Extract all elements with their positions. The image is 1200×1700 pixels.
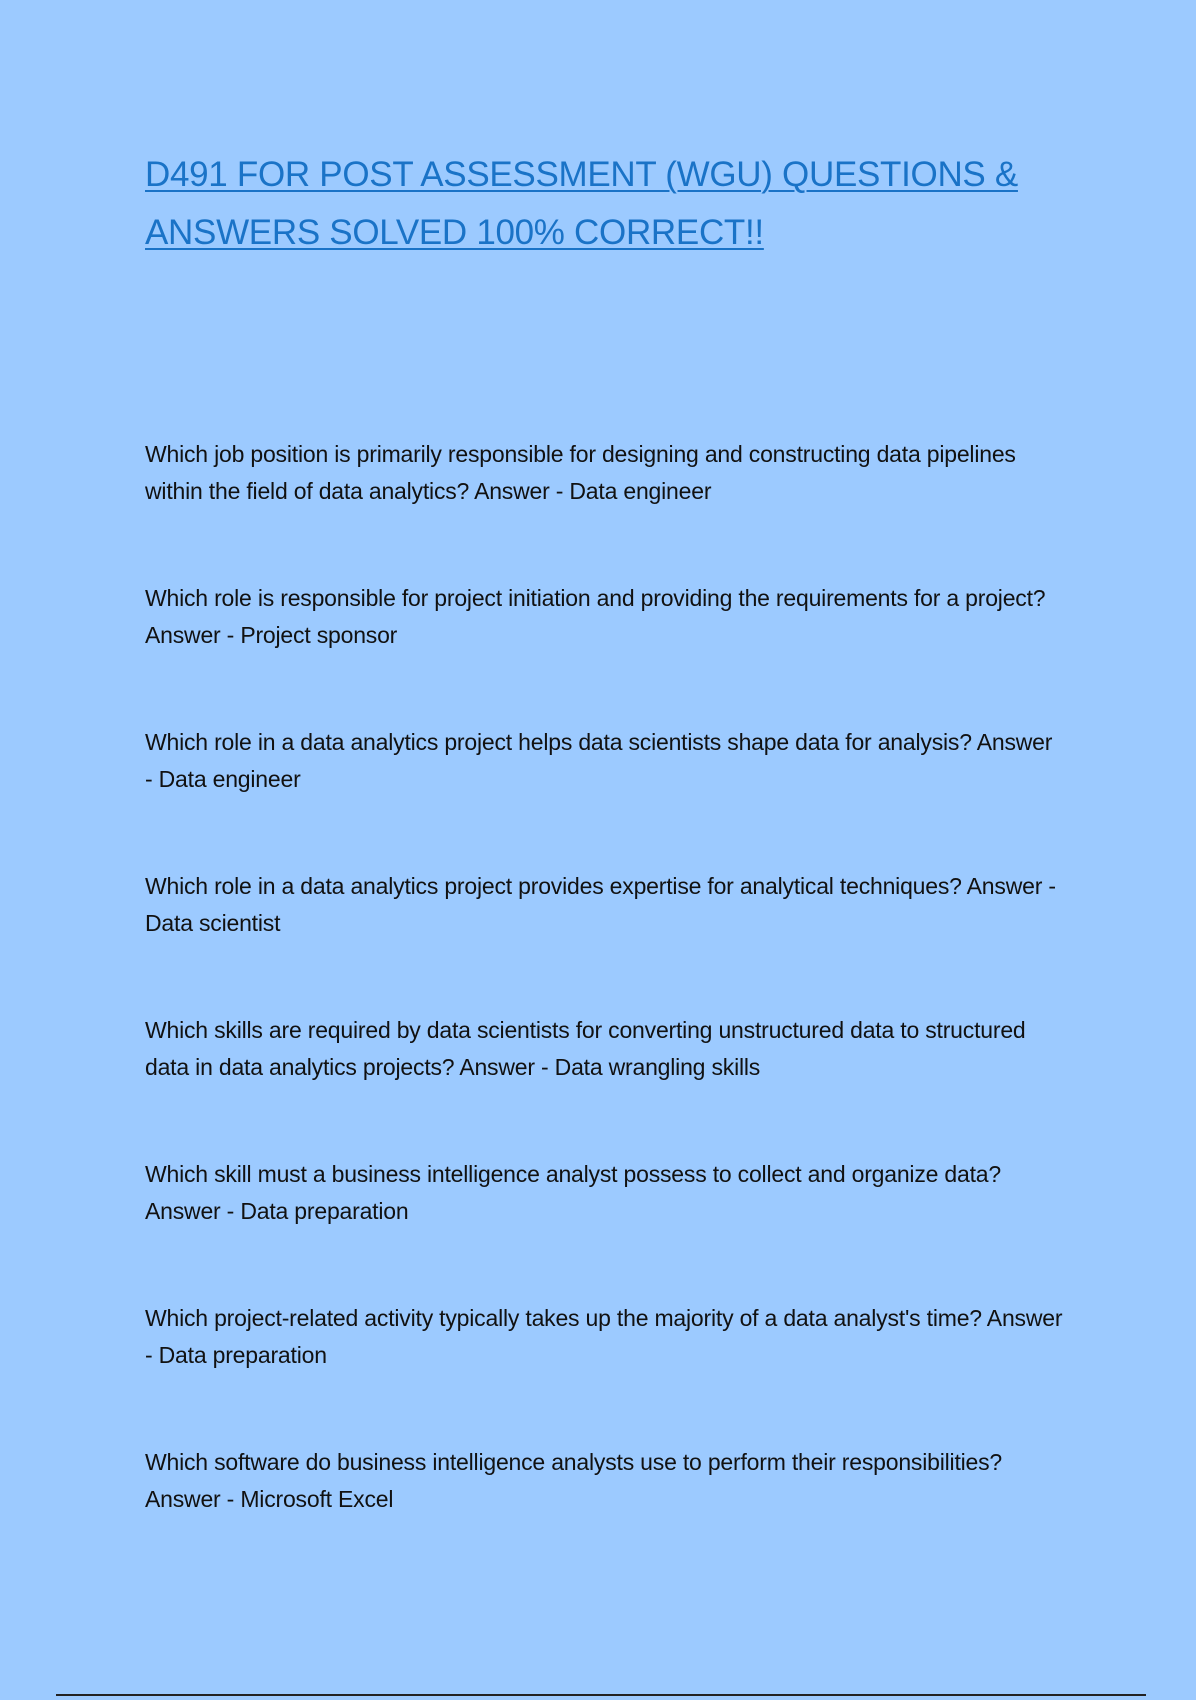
page-right-edge bbox=[1196, 0, 1200, 1700]
qa-item: Which role in a data analytics project helps data scientists shape data for analysis? Answer - Data engineer bbox=[145, 729, 1053, 792]
qa-list bbox=[145, 436, 1065, 1588]
qa-item: Which role in a data analytics project provides expertise for analytical techniques? Answer - Data scientist bbox=[145, 873, 1056, 936]
qa-item: Which software do business intelligence analysts use to perform their responsibilities? Answer - Microsoft Excel bbox=[145, 1449, 1003, 1512]
qa-item: Which skills are required by data scientists for converting unstructured data to structured data in data analytics projects? Answer - Data wrangling skills bbox=[145, 1017, 1026, 1080]
page-bottom-rule bbox=[56, 1694, 1146, 1696]
qa-item: Which project-related activity typically takes up the majority of a data analyst's time? Answer - Data preparation bbox=[145, 1305, 1063, 1368]
qa-item: Which skill must a business intelligence analyst possess to collect and organize data? Answer - Data preparation bbox=[145, 1161, 1001, 1224]
document-title: D491 FOR POST ASSESSMENT (WGU) QUESTIONS & ANSWERS SOLVED 100% CORRECT!! bbox=[145, 155, 1018, 252]
qa-item: Which job position is primarily responsible for designing and constructing data pipelines within the field of data analytics? Answer - Data engineer bbox=[145, 441, 1016, 504]
qa-item: Which role is responsible for project initiation and providing the requirements for a project? Answer - Project sponsor bbox=[145, 585, 1046, 648]
